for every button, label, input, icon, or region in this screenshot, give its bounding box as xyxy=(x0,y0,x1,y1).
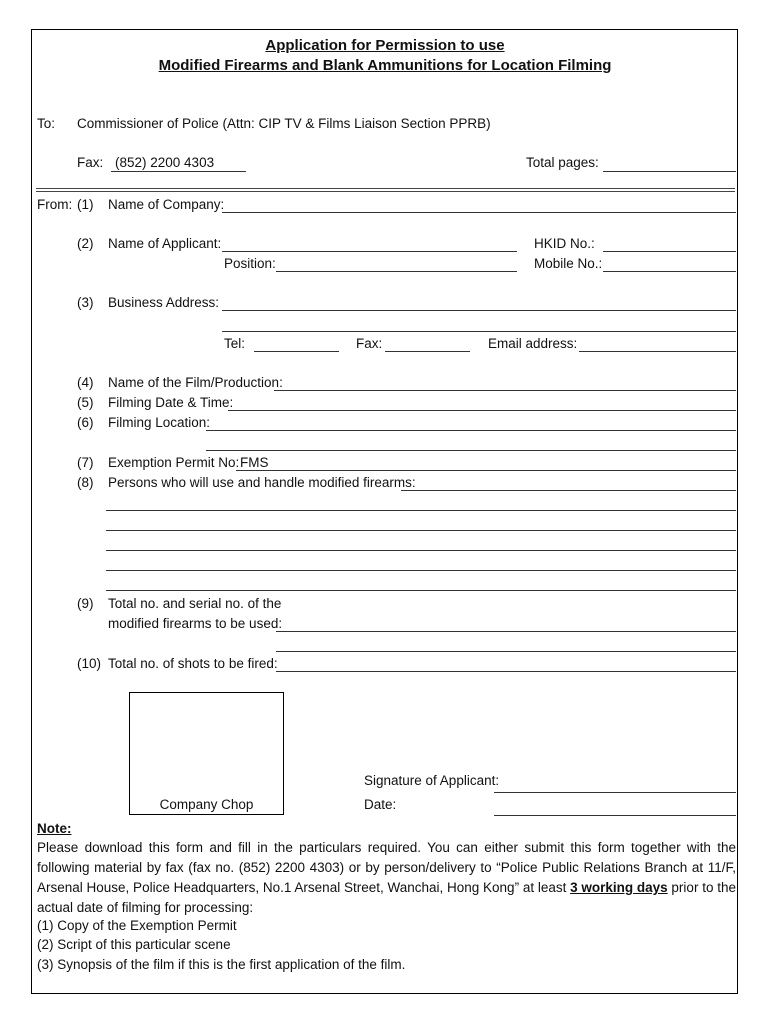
note-item-1: (1) Copy of the Exemption Permit xyxy=(37,918,237,933)
item10-number: (10) xyxy=(77,656,102,671)
fax-label: Fax: xyxy=(77,155,104,170)
note-text-part2: prior to the actual date of filming for processing: xyxy=(37,880,736,915)
filming-location-label: Filming Location: xyxy=(108,415,211,430)
business-address-field-2[interactable] xyxy=(222,331,736,332)
form-title-line1: Application for Permission to use xyxy=(265,37,505,54)
position-label: Position: xyxy=(224,256,276,271)
form-title-line2: Modified Firearms and Blank Ammunitions for Location Filming xyxy=(158,57,612,74)
total-pages-field[interactable] xyxy=(603,171,736,172)
fax-underline xyxy=(111,171,246,172)
total-pages-label: Total pages: xyxy=(526,155,599,170)
persons-field-6[interactable] xyxy=(106,590,736,591)
firearms-total-field-1[interactable] xyxy=(276,631,736,632)
persons-field-1[interactable] xyxy=(401,490,736,491)
persons-field-3[interactable] xyxy=(106,530,736,531)
item2-number: (2) xyxy=(77,236,94,251)
company-name-field[interactable] xyxy=(222,212,736,213)
applicant-name-field[interactable] xyxy=(222,251,517,252)
section-divider xyxy=(36,188,735,192)
position-field[interactable] xyxy=(276,271,517,272)
item7-number: (7) xyxy=(77,455,94,470)
company-chop-label: Company Chop xyxy=(159,797,254,812)
business-fax-field[interactable] xyxy=(385,351,470,352)
note-item-3: (3) Synopsis of the film if this is the first application of the film. xyxy=(37,957,406,972)
tel-field[interactable] xyxy=(254,351,339,352)
signature-field[interactable] xyxy=(494,792,736,793)
applicant-name-label: Name of Applicant: xyxy=(108,236,222,251)
filming-location-field-1[interactable] xyxy=(206,430,736,431)
fax-value: (852) 2200 4303 xyxy=(115,155,215,170)
shots-field[interactable] xyxy=(276,671,736,672)
mobile-field[interactable] xyxy=(603,271,736,272)
firearms-total-label-2: modified firearms to be used: xyxy=(108,616,283,631)
exemption-permit-label: Exemption Permit No: xyxy=(108,455,240,470)
business-address-label: Business Address: xyxy=(108,295,220,310)
email-label: Email address: xyxy=(488,336,578,351)
persons-field-5[interactable] xyxy=(106,570,736,571)
from-label: From: xyxy=(37,197,73,212)
filming-date-label: Filming Date & Time: xyxy=(108,395,234,410)
shots-label: Total no. of shots to be fired: xyxy=(108,656,278,671)
item1-number: (1) xyxy=(77,197,94,212)
exemption-permit-field[interactable] xyxy=(236,470,736,471)
filming-date-field[interactable] xyxy=(228,410,736,411)
filming-location-field-2[interactable] xyxy=(206,450,736,451)
business-fax-label: Fax: xyxy=(356,336,383,351)
email-field[interactable] xyxy=(579,351,736,352)
firearms-total-field-2[interactable] xyxy=(276,651,736,652)
firearms-total-label-1: Total no. and serial no. of the xyxy=(108,596,282,611)
item4-number: (4) xyxy=(77,375,94,390)
item6-number: (6) xyxy=(77,415,94,430)
item3-number: (3) xyxy=(77,295,94,310)
note-paragraph xyxy=(37,838,736,918)
recipient-text: Commissioner of Police (Attn: CIP TV & Films Liaison Section PPRB) xyxy=(77,116,491,131)
tel-label: Tel: xyxy=(224,336,246,351)
persons-field-4[interactable] xyxy=(106,550,736,551)
persons-field-2[interactable] xyxy=(106,510,736,511)
note-text-part1: Please download this form and fill in the particulars required. You can either submit this form together with the following material by fax (fax no. (852) 2200 4303) or by person/delivery to “Police Public Relations Branch at 11/F, Arsenal House, Police Headquarters, No.1 Arsenal Street, Wanchai, Hong Kong” at least xyxy=(37,840,736,895)
mobile-label: Mobile No.: xyxy=(534,256,603,271)
to-label: To: xyxy=(37,116,56,131)
business-address-field-1[interactable] xyxy=(222,310,736,311)
hkid-field[interactable] xyxy=(603,251,736,252)
company-name-label: Name of Company: xyxy=(108,197,225,212)
note-working-days: 3 working days xyxy=(570,880,668,895)
exemption-permit-value: FMS xyxy=(240,455,269,470)
item5-number: (5) xyxy=(77,395,94,410)
item9-number: (9) xyxy=(77,596,94,611)
note-item-2: (2) Script of this particular scene xyxy=(37,937,231,952)
film-name-field[interactable] xyxy=(274,390,736,391)
date-label: Date: xyxy=(364,797,397,812)
item8-number: (8) xyxy=(77,475,94,490)
note-heading: Note: xyxy=(37,821,72,836)
persons-label: Persons who will use and handle modified firearms: xyxy=(108,475,416,490)
film-name-label: Name of the Film/Production: xyxy=(108,375,283,390)
date-field[interactable] xyxy=(494,815,736,816)
hkid-label: HKID No.: xyxy=(534,236,595,251)
signature-label: Signature of Applicant: xyxy=(364,773,500,788)
